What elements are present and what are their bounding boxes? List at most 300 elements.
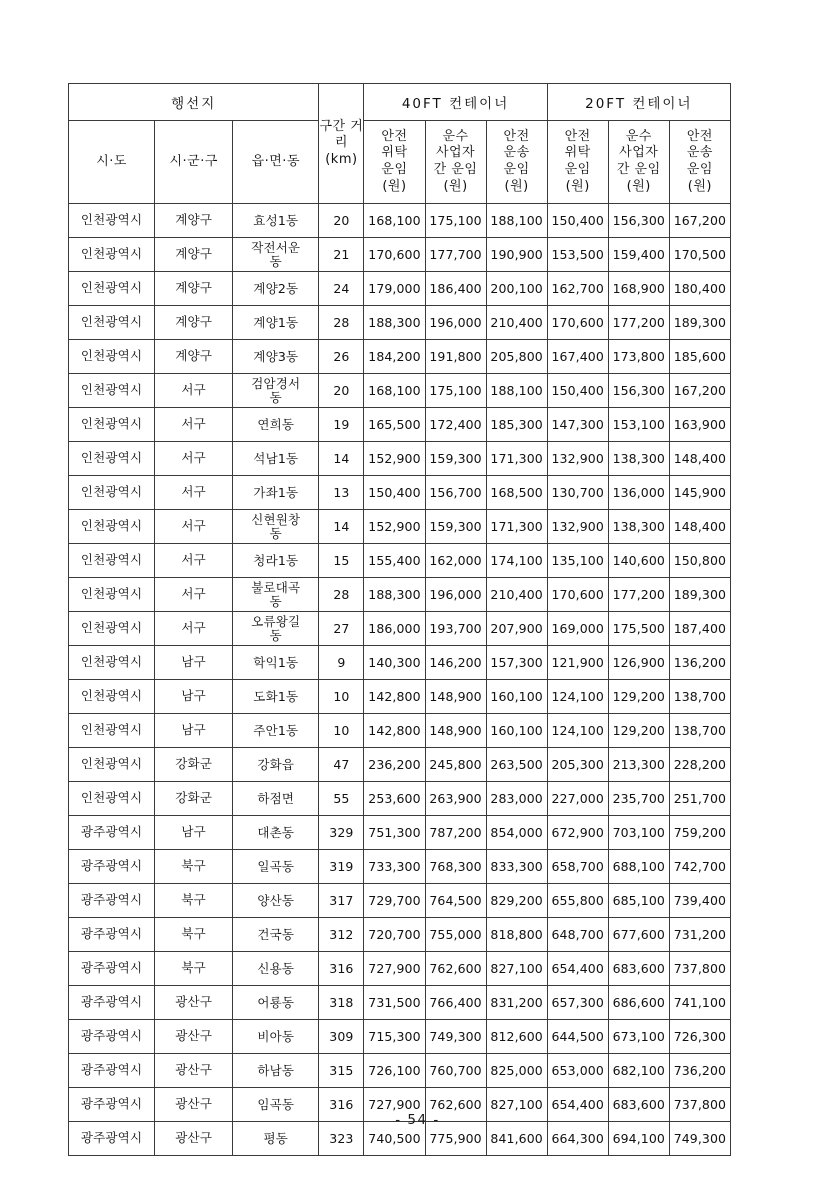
cell-distance-km: 317 xyxy=(319,884,364,918)
cell-40ft-safe-transport-fare: 210,400 xyxy=(486,578,547,612)
cell-distance-km: 19 xyxy=(319,408,364,442)
cell-40ft-safe-transport-fare: 188,100 xyxy=(486,204,547,238)
cell-20ft-safe-consignment-fare: 162,700 xyxy=(547,272,608,306)
cell-20ft-safe-consignment-fare: 124,100 xyxy=(547,680,608,714)
cell-eupmyeondong xyxy=(233,272,319,306)
cell-20ft-safe-consignment-fare: 658,700 xyxy=(547,850,608,884)
cell-40ft-safe-transport-fare: 188,100 xyxy=(486,374,547,408)
cell-20ft-safe-transport-fare: 736,200 xyxy=(669,1054,730,1088)
freight-rate-table xyxy=(68,83,731,1156)
header-20ft-consign-line-2: 위탁 xyxy=(564,145,591,161)
cell-20ft-safe-consignment-fare: 227,000 xyxy=(547,782,608,816)
cell-eupmyeondong xyxy=(233,918,319,952)
cell-20ft-safe-transport-fare: 180,400 xyxy=(669,272,730,306)
cell-40ft-carrier-fare: 159,300 xyxy=(425,442,486,476)
cell-eupmyeondong-line: 석남1동 xyxy=(253,450,299,466)
cell-distance-km: 20 xyxy=(319,204,364,238)
cell-distance-km: 28 xyxy=(319,306,364,340)
cell-eupmyeondong xyxy=(233,1020,319,1054)
header-40ft-consign-line-4: (원) xyxy=(382,178,407,194)
cell-distance-km: 316 xyxy=(319,1088,364,1122)
cell-distance-km: 10 xyxy=(319,714,364,748)
header-distance-line-1: 구간 xyxy=(319,118,346,134)
cell-20ft-carrier-fare: 694,100 xyxy=(608,1122,669,1156)
cell-20ft-safe-consignment-fare: 121,900 xyxy=(547,646,608,680)
cell-40ft-safe-consignment-fare: 188,300 xyxy=(364,578,425,612)
cell-40ft-safe-transport-fare: 831,200 xyxy=(486,986,547,1020)
cell-40ft-carrier-fare: 762,600 xyxy=(425,1088,486,1122)
cell-20ft-carrier-fare: 175,500 xyxy=(608,612,669,646)
cell-40ft-carrier-fare: 186,400 xyxy=(425,272,486,306)
cell-40ft-safe-consignment-fare: 236,200 xyxy=(364,748,425,782)
cell-eupmyeondong-line: 학익1동 xyxy=(253,654,299,670)
cell-20ft-safe-transport-fare: 163,900 xyxy=(669,408,730,442)
cell-40ft-carrier-fare: 162,000 xyxy=(425,544,486,578)
header-container-40ft: 40FT 컨테이너 xyxy=(364,84,547,121)
cell-eupmyeondong xyxy=(233,442,319,476)
cell-eupmyeondong-line: 건국동 xyxy=(257,926,295,942)
table-row xyxy=(69,238,731,272)
cell-eupmyeondong xyxy=(233,646,319,680)
cell-20ft-safe-transport-fare: 167,200 xyxy=(669,204,730,238)
header-distance-line-2: 거리 xyxy=(334,118,364,151)
cell-40ft-safe-consignment-fare: 720,700 xyxy=(364,918,425,952)
cell-40ft-carrier-fare: 764,500 xyxy=(425,884,486,918)
cell-20ft-safe-transport-fare: 731,200 xyxy=(669,918,730,952)
cell-20ft-safe-transport-fare: 749,300 xyxy=(669,1122,730,1156)
cell-20ft-safe-consignment-fare: 167,400 xyxy=(547,340,608,374)
cell-20ft-safe-transport-fare: 739,400 xyxy=(669,884,730,918)
cell-40ft-safe-transport-fare: 185,300 xyxy=(486,408,547,442)
cell-sigungu: 남구 xyxy=(155,646,233,680)
cell-eupmyeondong-line: 양산동 xyxy=(257,892,295,908)
cell-eupmyeondong-line: 효성1동 xyxy=(253,212,299,228)
cell-20ft-safe-transport-fare: 759,200 xyxy=(669,816,730,850)
header-40ft-transport-line-3: 운임 xyxy=(503,162,530,177)
cell-40ft-safe-consignment-fare: 188,300 xyxy=(364,306,425,340)
cell-20ft-safe-transport-fare: 737,800 xyxy=(669,952,730,986)
cell-20ft-safe-consignment-fare: 124,100 xyxy=(547,714,608,748)
cell-20ft-safe-transport-fare: 726,300 xyxy=(669,1020,730,1054)
cell-distance-km: 10 xyxy=(319,680,364,714)
cell-sido: 광주광역시 xyxy=(69,816,155,850)
cell-40ft-safe-consignment-fare: 142,800 xyxy=(364,680,425,714)
cell-eupmyeondong xyxy=(233,578,319,612)
cell-eupmyeondong-line: 평동 xyxy=(263,1130,289,1146)
table-row xyxy=(69,884,731,918)
cell-sigungu: 서구 xyxy=(155,408,233,442)
header-40ft-consign-line-2: 위탁 xyxy=(381,145,408,161)
cell-sido: 광주광역시 xyxy=(69,884,155,918)
cell-40ft-safe-consignment-fare: 733,300 xyxy=(364,850,425,884)
cell-20ft-safe-consignment-fare: 170,600 xyxy=(547,306,608,340)
cell-eupmyeondong xyxy=(233,306,319,340)
cell-sido: 인천광역시 xyxy=(69,544,155,578)
cell-distance-km: 28 xyxy=(319,578,364,612)
table-row xyxy=(69,986,731,1020)
cell-40ft-safe-transport-fare: 827,100 xyxy=(486,1088,547,1122)
table-row xyxy=(69,374,731,408)
cell-eupmyeondong xyxy=(233,986,319,1020)
cell-eupmyeondong xyxy=(233,748,319,782)
cell-sido: 인천광역시 xyxy=(69,204,155,238)
cell-sigungu: 서구 xyxy=(155,578,233,612)
cell-40ft-carrier-fare: 760,700 xyxy=(425,1054,486,1088)
header-container-20ft: 20FT 컨테이너 xyxy=(547,84,730,121)
cell-eupmyeondong-line: 강화읍 xyxy=(257,756,295,772)
cell-eupmyeondong xyxy=(233,850,319,884)
cell-eupmyeondong-line: 비아동 xyxy=(257,1028,295,1044)
header-40ft-consign-line-3: 운임 xyxy=(381,162,408,177)
cell-sigungu: 계양구 xyxy=(155,238,233,272)
table-row xyxy=(69,952,731,986)
cell-20ft-carrier-fare: 682,100 xyxy=(608,1054,669,1088)
cell-sigungu: 북구 xyxy=(155,952,233,986)
header-40ft-carrier-fare xyxy=(425,121,486,204)
cell-eupmyeondong-line: 신용동 xyxy=(257,960,295,976)
cell-20ft-carrier-fare: 686,600 xyxy=(608,986,669,1020)
cell-40ft-safe-consignment-fare: 726,100 xyxy=(364,1054,425,1088)
table-row xyxy=(69,714,731,748)
header-40ft-carrier-line-1: 운수 xyxy=(442,128,469,144)
cell-40ft-safe-transport-fare: 168,500 xyxy=(486,476,547,510)
header-sido: 시·도 xyxy=(69,121,155,204)
cell-40ft-safe-transport-fare: 157,300 xyxy=(486,646,547,680)
header-20ft-carrier-fare xyxy=(608,121,669,204)
cell-eupmyeondong-line: 어룡동 xyxy=(257,994,295,1010)
cell-40ft-safe-consignment-fare: 152,900 xyxy=(364,442,425,476)
cell-sigungu: 광산구 xyxy=(155,1054,233,1088)
header-20ft-consign-line-3: 운임 xyxy=(564,162,591,177)
cell-eupmyeondong-line: 동 xyxy=(269,525,282,541)
cell-40ft-safe-consignment-fare: 168,100 xyxy=(364,204,425,238)
cell-20ft-safe-consignment-fare: 655,800 xyxy=(547,884,608,918)
cell-20ft-safe-consignment-fare: 153,500 xyxy=(547,238,608,272)
cell-20ft-safe-transport-fare: 741,100 xyxy=(669,986,730,1020)
header-20ft-safe-transport-fare xyxy=(669,121,730,204)
cell-40ft-safe-consignment-fare: 253,600 xyxy=(364,782,425,816)
cell-distance-km: 21 xyxy=(319,238,364,272)
cell-40ft-safe-transport-fare: 263,500 xyxy=(486,748,547,782)
cell-40ft-carrier-fare: 146,200 xyxy=(425,646,486,680)
cell-20ft-safe-transport-fare: 189,300 xyxy=(669,578,730,612)
cell-40ft-safe-transport-fare: 833,300 xyxy=(486,850,547,884)
cell-distance-km: 55 xyxy=(319,782,364,816)
table-header xyxy=(69,84,731,204)
cell-sido: 인천광역시 xyxy=(69,612,155,646)
cell-distance-km: 47 xyxy=(319,748,364,782)
cell-eupmyeondong-line: 동 xyxy=(269,389,282,405)
cell-40ft-carrier-fare: 193,700 xyxy=(425,612,486,646)
cell-20ft-safe-consignment-fare: 644,500 xyxy=(547,1020,608,1054)
table-row xyxy=(69,204,731,238)
header-40ft-carrier-line-2: 사업자 xyxy=(435,145,476,161)
header-20ft-carrier-line-3: 간 운임 xyxy=(616,162,661,177)
table-row xyxy=(69,510,731,544)
cell-sido: 인천광역시 xyxy=(69,374,155,408)
table-row xyxy=(69,1020,731,1054)
cell-eupmyeondong-line: 주안1동 xyxy=(253,722,299,738)
cell-distance-km: 24 xyxy=(319,272,364,306)
cell-20ft-carrier-fare: 168,900 xyxy=(608,272,669,306)
cell-40ft-safe-transport-fare: 841,600 xyxy=(486,1122,547,1156)
cell-20ft-carrier-fare: 177,200 xyxy=(608,578,669,612)
cell-eupmyeondong xyxy=(233,884,319,918)
header-20ft-carrier-line-1: 운수 xyxy=(625,128,652,144)
cell-20ft-carrier-fare: 153,100 xyxy=(608,408,669,442)
freight-rate-table-container xyxy=(68,83,731,1156)
cell-20ft-safe-consignment-fare: 664,300 xyxy=(547,1122,608,1156)
cell-40ft-carrier-fare: 787,200 xyxy=(425,816,486,850)
cell-sigungu: 광산구 xyxy=(155,1020,233,1054)
cell-40ft-safe-transport-fare: 200,100 xyxy=(486,272,547,306)
cell-sigungu: 서구 xyxy=(155,510,233,544)
cell-20ft-safe-consignment-fare: 653,000 xyxy=(547,1054,608,1088)
cell-sigungu: 서구 xyxy=(155,544,233,578)
table-row xyxy=(69,1054,731,1088)
cell-sigungu: 계양구 xyxy=(155,340,233,374)
cell-40ft-safe-consignment-fare: 184,200 xyxy=(364,340,425,374)
cell-40ft-safe-consignment-fare: 152,900 xyxy=(364,510,425,544)
table-row xyxy=(69,612,731,646)
table-row xyxy=(69,272,731,306)
cell-40ft-safe-consignment-fare: 751,300 xyxy=(364,816,425,850)
header-20ft-transport-line-4: (원) xyxy=(687,178,712,194)
cell-eupmyeondong-line: 계양1동 xyxy=(253,314,299,330)
cell-sigungu: 남구 xyxy=(155,680,233,714)
header-40ft-transport-line-1: 안전 xyxy=(503,128,530,144)
cell-40ft-safe-transport-fare: 825,000 xyxy=(486,1054,547,1088)
header-distance-km xyxy=(319,84,364,204)
cell-eupmyeondong xyxy=(233,374,319,408)
cell-20ft-safe-transport-fare: 145,900 xyxy=(669,476,730,510)
cell-40ft-carrier-fare: 177,700 xyxy=(425,238,486,272)
cell-eupmyeondong xyxy=(233,714,319,748)
cell-sigungu: 계양구 xyxy=(155,306,233,340)
cell-distance-km: 14 xyxy=(319,510,364,544)
header-20ft-transport-line-3: 운임 xyxy=(686,162,713,177)
header-40ft-safe-transport-fare xyxy=(486,121,547,204)
cell-sido: 인천광역시 xyxy=(69,272,155,306)
cell-20ft-carrier-fare: 136,000 xyxy=(608,476,669,510)
cell-eupmyeondong xyxy=(233,510,319,544)
cell-eupmyeondong xyxy=(233,816,319,850)
header-40ft-safe-consignment-fare xyxy=(364,121,425,204)
cell-eupmyeondong-line: 가좌1동 xyxy=(253,484,299,500)
cell-sigungu: 남구 xyxy=(155,816,233,850)
cell-40ft-carrier-fare: 148,900 xyxy=(425,714,486,748)
cell-eupmyeondong-line: 청라1동 xyxy=(253,552,299,568)
cell-40ft-safe-transport-fare: 818,800 xyxy=(486,918,547,952)
cell-20ft-safe-transport-fare: 170,500 xyxy=(669,238,730,272)
cell-distance-km: 27 xyxy=(319,612,364,646)
cell-40ft-carrier-fare: 263,900 xyxy=(425,782,486,816)
cell-20ft-safe-consignment-fare: 169,000 xyxy=(547,612,608,646)
cell-sido: 인천광역시 xyxy=(69,238,155,272)
cell-sido: 인천광역시 xyxy=(69,646,155,680)
cell-20ft-safe-consignment-fare: 150,400 xyxy=(547,204,608,238)
header-sigungu: 시·군·구 xyxy=(155,121,233,204)
cell-eupmyeondong-line: 도화1동 xyxy=(253,688,299,704)
cell-eupmyeondong xyxy=(233,544,319,578)
cell-20ft-safe-consignment-fare: 654,400 xyxy=(547,1088,608,1122)
cell-eupmyeondong-line: 불로대곡 xyxy=(251,579,301,595)
cell-20ft-carrier-fare: 683,600 xyxy=(608,1088,669,1122)
cell-40ft-safe-consignment-fare: 740,500 xyxy=(364,1122,425,1156)
cell-40ft-safe-consignment-fare: 142,800 xyxy=(364,714,425,748)
cell-sigungu: 강화군 xyxy=(155,748,233,782)
table-row xyxy=(69,476,731,510)
cell-eupmyeondong xyxy=(233,952,319,986)
cell-eupmyeondong-line: 검암경서 xyxy=(251,375,301,391)
cell-20ft-carrier-fare: 173,800 xyxy=(608,340,669,374)
cell-40ft-safe-transport-fare: 205,800 xyxy=(486,340,547,374)
cell-20ft-safe-consignment-fare: 132,900 xyxy=(547,442,608,476)
cell-distance-km: 26 xyxy=(319,340,364,374)
table-row xyxy=(69,306,731,340)
cell-sido: 인천광역시 xyxy=(69,340,155,374)
cell-40ft-safe-transport-fare: 829,200 xyxy=(486,884,547,918)
cell-eupmyeondong-line: 동 xyxy=(269,253,282,269)
cell-distance-km: 319 xyxy=(319,850,364,884)
cell-eupmyeondong xyxy=(233,204,319,238)
cell-40ft-safe-consignment-fare: 165,500 xyxy=(364,408,425,442)
cell-eupmyeondong-line: 동 xyxy=(269,593,282,609)
header-40ft-consign-line-1: 안전 xyxy=(381,128,408,144)
cell-40ft-carrier-fare: 156,700 xyxy=(425,476,486,510)
cell-distance-km: 14 xyxy=(319,442,364,476)
cell-20ft-carrier-fare: 235,700 xyxy=(608,782,669,816)
cell-eupmyeondong xyxy=(233,340,319,374)
header-40ft-carrier-line-3: 간 운임 xyxy=(433,162,478,177)
cell-sigungu: 서구 xyxy=(155,442,233,476)
cell-distance-km: 323 xyxy=(319,1122,364,1156)
cell-40ft-carrier-fare: 775,900 xyxy=(425,1122,486,1156)
cell-20ft-safe-transport-fare: 138,700 xyxy=(669,714,730,748)
cell-sido: 광주광역시 xyxy=(69,1122,155,1156)
table-row xyxy=(69,408,731,442)
cell-20ft-carrier-fare: 156,300 xyxy=(608,204,669,238)
cell-40ft-carrier-fare: 175,100 xyxy=(425,204,486,238)
cell-40ft-safe-transport-fare: 827,100 xyxy=(486,952,547,986)
cell-20ft-safe-transport-fare: 251,700 xyxy=(669,782,730,816)
cell-sido: 광주광역시 xyxy=(69,1088,155,1122)
cell-20ft-carrier-fare: 703,100 xyxy=(608,816,669,850)
cell-20ft-safe-transport-fare: 187,400 xyxy=(669,612,730,646)
cell-20ft-carrier-fare: 688,100 xyxy=(608,850,669,884)
cell-20ft-carrier-fare: 140,600 xyxy=(608,544,669,578)
cell-40ft-safe-consignment-fare: 731,500 xyxy=(364,986,425,1020)
cell-20ft-safe-transport-fare: 228,200 xyxy=(669,748,730,782)
cell-40ft-safe-consignment-fare: 727,900 xyxy=(364,952,425,986)
cell-20ft-safe-consignment-fare: 657,300 xyxy=(547,986,608,1020)
header-40ft-transport-line-2: 운송 xyxy=(503,145,530,161)
cell-distance-km: 15 xyxy=(319,544,364,578)
table-row xyxy=(69,646,731,680)
cell-eupmyeondong-line: 계양2동 xyxy=(253,280,299,296)
cell-40ft-carrier-fare: 175,100 xyxy=(425,374,486,408)
table-body xyxy=(69,204,731,1156)
cell-eupmyeondong xyxy=(233,408,319,442)
cell-sido: 광주광역시 xyxy=(69,952,155,986)
cell-40ft-carrier-fare: 762,600 xyxy=(425,952,486,986)
cell-20ft-carrier-fare: 159,400 xyxy=(608,238,669,272)
cell-sido: 인천광역시 xyxy=(69,680,155,714)
header-20ft-consign-line-4: (원) xyxy=(565,178,590,194)
cell-20ft-carrier-fare: 156,300 xyxy=(608,374,669,408)
header-eupmyeondong: 읍·면·동 xyxy=(233,121,319,204)
header-40ft-carrier-line-4: (원) xyxy=(443,178,468,194)
cell-40ft-safe-transport-fare: 160,100 xyxy=(486,714,547,748)
cell-sigungu: 서구 xyxy=(155,374,233,408)
cell-sido: 광주광역시 xyxy=(69,986,155,1020)
cell-eupmyeondong xyxy=(233,680,319,714)
cell-20ft-safe-transport-fare: 189,300 xyxy=(669,306,730,340)
cell-20ft-safe-transport-fare: 136,200 xyxy=(669,646,730,680)
cell-40ft-safe-consignment-fare: 179,000 xyxy=(364,272,425,306)
table-row xyxy=(69,578,731,612)
table-row xyxy=(69,748,731,782)
cell-40ft-carrier-fare: 196,000 xyxy=(425,578,486,612)
cell-sido: 인천광역시 xyxy=(69,748,155,782)
cell-20ft-carrier-fare: 129,200 xyxy=(608,714,669,748)
header-row-groups xyxy=(69,84,731,121)
cell-40ft-carrier-fare: 172,400 xyxy=(425,408,486,442)
cell-20ft-safe-consignment-fare: 170,600 xyxy=(547,578,608,612)
cell-40ft-safe-transport-fare: 171,300 xyxy=(486,510,547,544)
cell-20ft-safe-consignment-fare: 672,900 xyxy=(547,816,608,850)
cell-40ft-carrier-fare: 749,300 xyxy=(425,1020,486,1054)
cell-40ft-carrier-fare: 768,300 xyxy=(425,850,486,884)
cell-20ft-safe-consignment-fare: 135,100 xyxy=(547,544,608,578)
cell-sigungu: 서구 xyxy=(155,612,233,646)
cell-sigungu: 강화군 xyxy=(155,782,233,816)
cell-40ft-safe-transport-fare: 190,900 xyxy=(486,238,547,272)
cell-40ft-safe-consignment-fare: 170,600 xyxy=(364,238,425,272)
cell-20ft-carrier-fare: 138,300 xyxy=(608,510,669,544)
cell-40ft-safe-consignment-fare: 155,400 xyxy=(364,544,425,578)
cell-40ft-safe-transport-fare: 854,000 xyxy=(486,816,547,850)
cell-20ft-safe-transport-fare: 150,800 xyxy=(669,544,730,578)
cell-sigungu: 계양구 xyxy=(155,272,233,306)
table-row xyxy=(69,918,731,952)
cell-eupmyeondong xyxy=(233,476,319,510)
cell-20ft-safe-consignment-fare: 130,700 xyxy=(547,476,608,510)
cell-distance-km: 329 xyxy=(319,816,364,850)
cell-eupmyeondong-line: 임곡동 xyxy=(257,1096,295,1112)
cell-40ft-safe-consignment-fare: 150,400 xyxy=(364,476,425,510)
cell-40ft-safe-consignment-fare: 727,900 xyxy=(364,1088,425,1122)
cell-20ft-safe-transport-fare: 148,400 xyxy=(669,442,730,476)
cell-eupmyeondong-line: 연희동 xyxy=(257,416,295,432)
cell-20ft-safe-consignment-fare: 648,700 xyxy=(547,918,608,952)
header-20ft-transport-line-2: 운송 xyxy=(686,145,713,161)
cell-sido: 인천광역시 xyxy=(69,408,155,442)
cell-distance-km: 316 xyxy=(319,952,364,986)
page-number: - 54 - xyxy=(395,1112,440,1128)
header-40ft-transport-line-4: (원) xyxy=(504,178,529,194)
cell-distance-km: 309 xyxy=(319,1020,364,1054)
cell-40ft-carrier-fare: 755,000 xyxy=(425,918,486,952)
cell-20ft-carrier-fare: 673,100 xyxy=(608,1020,669,1054)
cell-sido: 광주광역시 xyxy=(69,850,155,884)
cell-sido: 광주광역시 xyxy=(69,1020,155,1054)
header-row-subcolumns xyxy=(69,121,731,204)
cell-20ft-carrier-fare: 213,300 xyxy=(608,748,669,782)
cell-20ft-safe-transport-fare: 742,700 xyxy=(669,850,730,884)
cell-20ft-safe-consignment-fare: 132,900 xyxy=(547,510,608,544)
cell-eupmyeondong-line: 계양3동 xyxy=(253,348,299,364)
